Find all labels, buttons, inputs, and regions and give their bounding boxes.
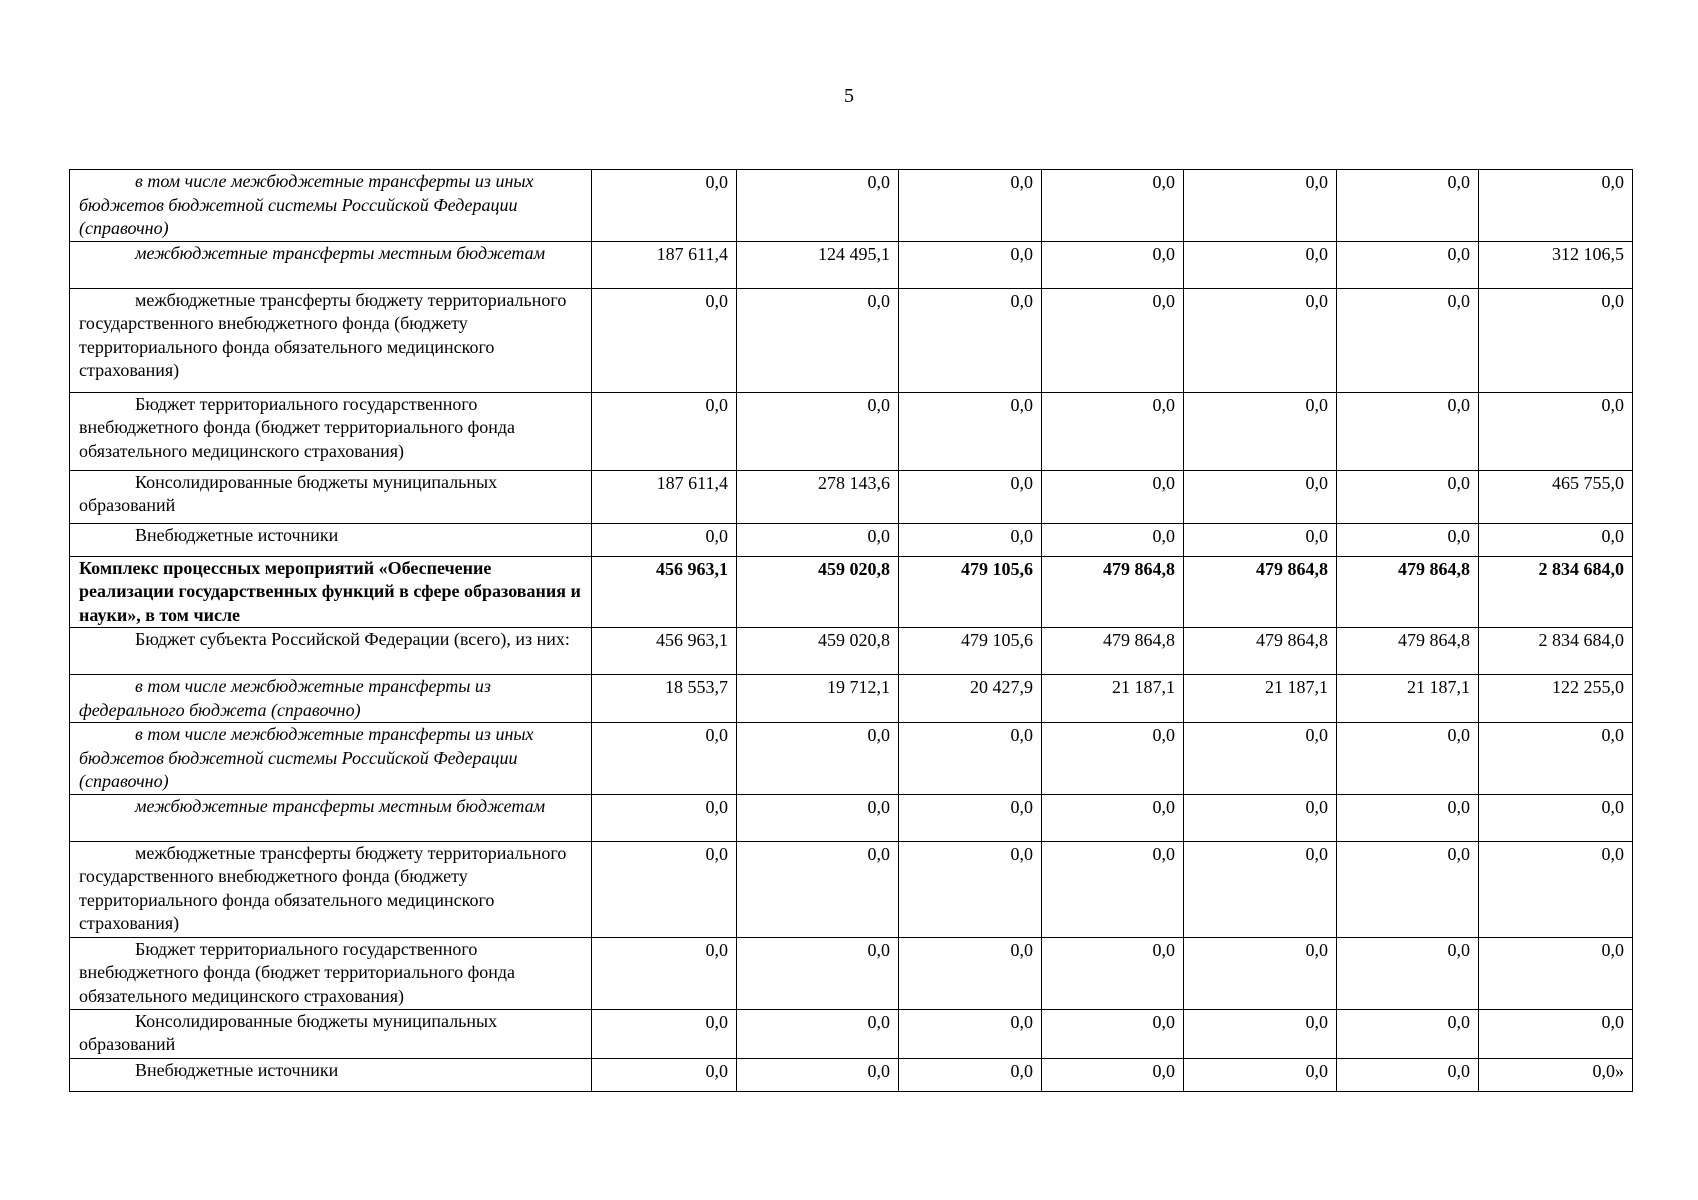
- value-cell: 479 864,8: [1184, 628, 1337, 675]
- value-cell: 0,0: [1479, 523, 1633, 556]
- budget-table: [69, 169, 1633, 1092]
- value-cell: 0,0: [592, 523, 737, 556]
- value-cell: 187 611,4: [592, 470, 737, 523]
- value-cell: 0,0: [1479, 288, 1633, 392]
- page-number: 5: [844, 85, 854, 107]
- value-cell: 0,0: [592, 392, 737, 470]
- value-cell: 0,0: [899, 288, 1042, 392]
- table-row: [70, 1058, 1633, 1091]
- value-cell: 18 553,7: [592, 675, 737, 723]
- value-cell: 479 864,8: [1184, 556, 1337, 628]
- value-cell: 0,0: [737, 1009, 899, 1058]
- value-cell: 0,0: [1337, 288, 1479, 392]
- value-cell: 0,0: [1479, 1009, 1633, 1058]
- table-row: [70, 628, 1633, 675]
- value-cell: 0,0: [1337, 470, 1479, 523]
- value-cell: 0,0: [1337, 841, 1479, 937]
- value-cell: 0,0: [1337, 392, 1479, 470]
- value-cell: 0,0: [899, 841, 1042, 937]
- value-cell: 0,0: [899, 723, 1042, 795]
- value-cell: 0,0: [592, 937, 737, 1009]
- value-cell: 0,0: [1042, 392, 1184, 470]
- value-cell: 0,0: [1479, 392, 1633, 470]
- row-label: межбюджетные трансферты бюджету территориального государственного внебюджетного фонда (бюджету территориального фонда обязательного медицинского страхования): [79, 842, 567, 933]
- value-cell: 0,0: [1337, 794, 1479, 841]
- value-cell: 0,0: [1337, 1058, 1479, 1091]
- value-cell: 0,0: [737, 841, 899, 937]
- row-label-cell: [70, 288, 592, 392]
- row-label-cell: [70, 628, 592, 675]
- value-cell: 0,0: [1042, 1058, 1184, 1091]
- value-cell: 0,0: [1042, 523, 1184, 556]
- value-cell: 0,0: [899, 392, 1042, 470]
- value-cell: 0,0: [1479, 723, 1633, 795]
- value-cell: 0,0: [1184, 288, 1337, 392]
- value-cell: 0,0: [1184, 937, 1337, 1009]
- row-label-cell: [70, 723, 592, 795]
- value-cell: 0,0: [592, 1009, 737, 1058]
- value-cell: 0,0: [1337, 723, 1479, 795]
- value-cell: 459 020,8: [737, 628, 899, 675]
- value-cell: 0,0: [1184, 1058, 1337, 1091]
- value-cell: 0,0: [1184, 794, 1337, 841]
- table-row: [70, 1009, 1633, 1058]
- value-cell: 0,0: [737, 1058, 899, 1091]
- value-cell: 21 187,1: [1337, 675, 1479, 723]
- value-cell: 0,0: [1184, 841, 1337, 937]
- value-cell: 0,0: [1042, 937, 1184, 1009]
- table-row: [70, 937, 1633, 1009]
- row-label: в том числе межбюджетные трансферты из иных бюджетов бюджетной системы Российской Федерации (справочно): [79, 724, 534, 791]
- table-row: [70, 723, 1633, 795]
- table-row: [70, 841, 1633, 937]
- value-cell: 312 106,5: [1479, 241, 1633, 288]
- value-cell: 2 834 684,0: [1479, 628, 1633, 675]
- value-cell: 0,0: [899, 794, 1042, 841]
- value-cell: 0,0: [737, 723, 899, 795]
- row-label: в том числе межбюджетные трансферты из иных бюджетов бюджетной системы Российской Федерации (справочно): [79, 171, 534, 238]
- value-cell: 21 187,1: [1042, 675, 1184, 723]
- budget-table-body: [70, 170, 1633, 1092]
- value-cell: 456 963,1: [592, 556, 737, 628]
- table-row: [70, 675, 1633, 723]
- value-cell: 479 864,8: [1337, 556, 1479, 628]
- value-cell: 0,0: [1042, 841, 1184, 937]
- value-cell: 0,0: [592, 170, 737, 242]
- value-cell: 0,0: [1184, 392, 1337, 470]
- table-row: [70, 523, 1633, 556]
- value-cell: 0,0: [1337, 937, 1479, 1009]
- row-label: Бюджет территориального государственного внебюджетного фонда (бюджет территориального фонда обязательного медицинского страхования): [79, 938, 516, 1006]
- value-cell: 0,0: [899, 241, 1042, 288]
- row-label-cell: [70, 794, 592, 841]
- value-cell: 0,0: [1337, 170, 1479, 242]
- value-cell: 0,0: [1479, 170, 1633, 242]
- value-cell: 0,0: [1184, 241, 1337, 288]
- row-label: межбюджетные трансферты местным бюджетам: [135, 242, 546, 263]
- value-cell: 0,0: [1184, 723, 1337, 795]
- value-cell: 0,0: [1042, 723, 1184, 795]
- row-label: Бюджет территориального государственного внебюджетного фонда (бюджет территориального фонда обязательного медицинского страхования): [79, 393, 516, 461]
- value-cell: 479 105,6: [899, 628, 1042, 675]
- row-label: Комплекс процессных мероприятий «Обеспечение реализации государственных функций в сфере образования и науки», в том числе: [79, 557, 581, 625]
- value-cell: 0,0: [1042, 288, 1184, 392]
- value-cell: 0,0: [1042, 170, 1184, 242]
- value-cell: 0,0: [1042, 470, 1184, 523]
- value-cell: 0,0: [737, 937, 899, 1009]
- value-cell: 0,0: [1184, 470, 1337, 523]
- value-cell: 465 755,0: [1479, 470, 1633, 523]
- value-cell: 0,0: [899, 170, 1042, 242]
- value-cell: 0,0: [1184, 1009, 1337, 1058]
- value-cell: 0,0: [592, 841, 737, 937]
- value-cell: 0,0: [899, 523, 1042, 556]
- table-row: [70, 288, 1633, 392]
- value-cell: 0,0: [592, 794, 737, 841]
- value-cell: 459 020,8: [737, 556, 899, 628]
- row-label: Внебюджетные источники: [135, 524, 339, 545]
- row-label-cell: [70, 556, 592, 628]
- row-label: межбюджетные трансферты бюджету территориального государственного внебюджетного фонда (бюджету территориального фонда обязательного медицинского страхования): [79, 289, 567, 380]
- value-cell: 0,0»: [1479, 1058, 1633, 1091]
- row-label: межбюджетные трансферты местным бюджетам: [135, 795, 546, 816]
- value-cell: 0,0: [899, 1058, 1042, 1091]
- row-label: Консолидированные бюджеты муниципальных образований: [79, 1010, 498, 1054]
- value-cell: 0,0: [1337, 1009, 1479, 1058]
- value-cell: 0,0: [1479, 937, 1633, 1009]
- value-cell: 0,0: [592, 288, 737, 392]
- value-cell: 19 712,1: [737, 675, 899, 723]
- table-row: [70, 556, 1633, 628]
- value-cell: 124 495,1: [737, 241, 899, 288]
- row-label-cell: [70, 675, 592, 723]
- row-label-cell: [70, 841, 592, 937]
- row-label-cell: [70, 170, 592, 242]
- value-cell: 21 187,1: [1184, 675, 1337, 723]
- value-cell: 0,0: [737, 170, 899, 242]
- value-cell: 2 834 684,0: [1479, 556, 1633, 628]
- value-cell: 0,0: [592, 723, 737, 795]
- value-cell: 0,0: [737, 794, 899, 841]
- row-label-cell: [70, 937, 592, 1009]
- table-row: [70, 392, 1633, 470]
- value-cell: 0,0: [737, 392, 899, 470]
- value-cell: 20 427,9: [899, 675, 1042, 723]
- value-cell: 0,0: [737, 523, 899, 556]
- value-cell: 0,0: [592, 1058, 737, 1091]
- value-cell: 0,0: [1184, 170, 1337, 242]
- row-label-cell: [70, 523, 592, 556]
- value-cell: 278 143,6: [737, 470, 899, 523]
- row-label-cell: [70, 470, 592, 523]
- value-cell: 0,0: [899, 1009, 1042, 1058]
- table-row: [70, 170, 1633, 242]
- table-row: [70, 794, 1633, 841]
- value-cell: 187 611,4: [592, 241, 737, 288]
- row-label-cell: [70, 392, 592, 470]
- value-cell: 0,0: [1479, 794, 1633, 841]
- row-label: Бюджет субъекта Российской Федерации (всего), из них:: [135, 629, 570, 649]
- row-label-cell: [70, 1009, 592, 1058]
- row-label: Внебюджетные источники: [135, 1059, 339, 1080]
- value-cell: 456 963,1: [592, 628, 737, 675]
- value-cell: 0,0: [1042, 1009, 1184, 1058]
- row-label: Консолидированные бюджеты муниципальных образований: [79, 471, 498, 515]
- value-cell: 0,0: [1337, 241, 1479, 288]
- value-cell: 0,0: [1042, 794, 1184, 841]
- row-label: в том числе межбюджетные трансферты из федерального бюджета (справочно): [79, 676, 491, 720]
- value-cell: 479 864,8: [1042, 628, 1184, 675]
- table-row: [70, 241, 1633, 288]
- value-cell: 0,0: [1479, 841, 1633, 937]
- value-cell: 0,0: [737, 288, 899, 392]
- table-row: [70, 470, 1633, 523]
- value-cell: 122 255,0: [1479, 675, 1633, 723]
- value-cell: 0,0: [1337, 523, 1479, 556]
- row-label-cell: [70, 241, 592, 288]
- value-cell: 0,0: [899, 470, 1042, 523]
- value-cell: 479 105,6: [899, 556, 1042, 628]
- value-cell: 479 864,8: [1042, 556, 1184, 628]
- value-cell: 479 864,8: [1337, 628, 1479, 675]
- row-label-cell: [70, 1058, 592, 1091]
- value-cell: 0,0: [899, 937, 1042, 1009]
- value-cell: 0,0: [1184, 523, 1337, 556]
- value-cell: 0,0: [1042, 241, 1184, 288]
